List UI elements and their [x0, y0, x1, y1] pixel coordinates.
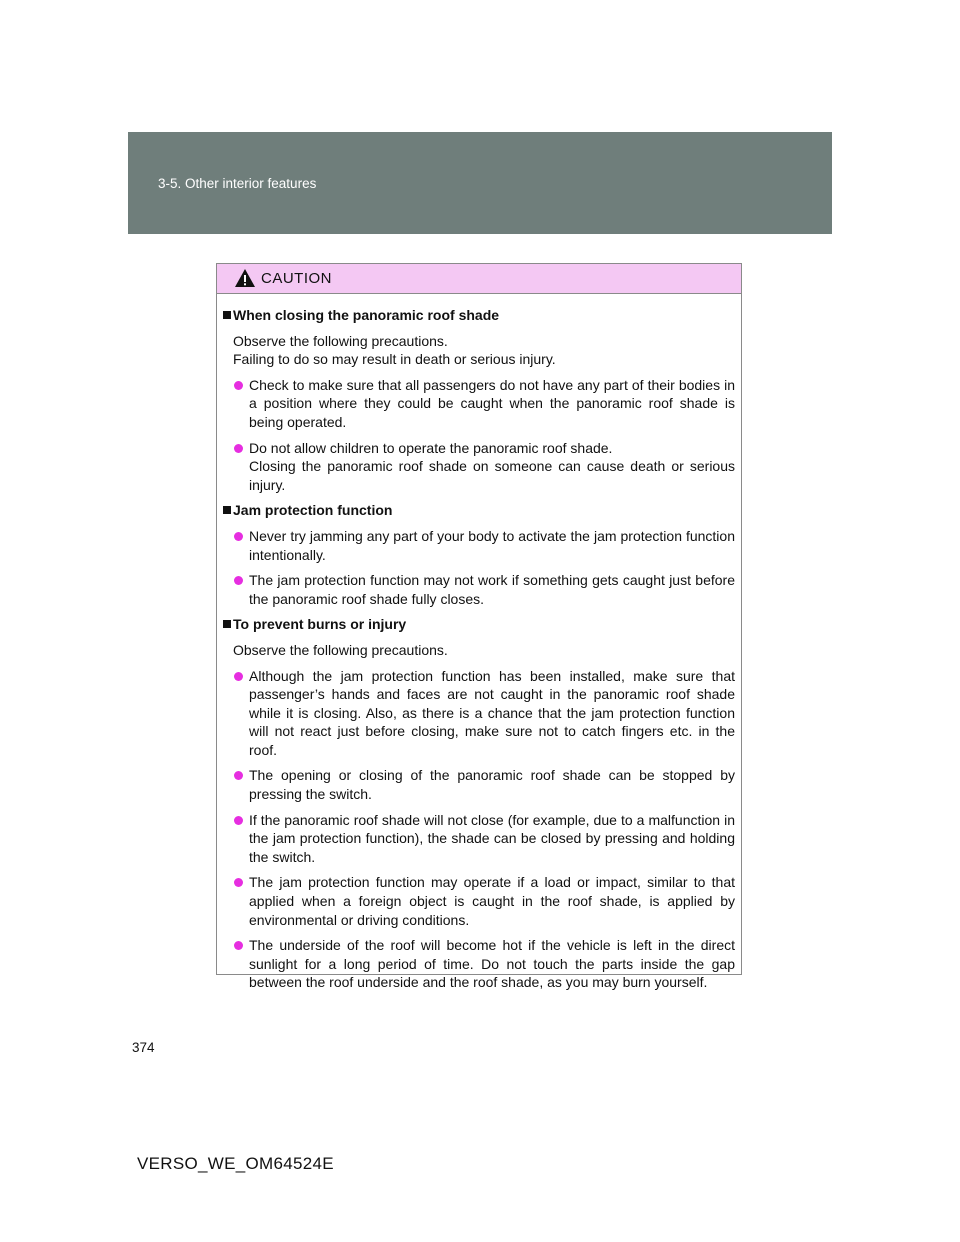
intro-line: Observe the following precautions. — [233, 332, 448, 349]
round-bullet-icon — [234, 381, 243, 390]
page-number: 374 — [132, 1040, 155, 1055]
bullet-text: The opening or closing of the panoramic roof shade can be stopped by pressing the switch. — [249, 767, 735, 803]
intro-line: Failing to do so may result in death or serious injury. — [233, 351, 556, 368]
caution-section-title — [223, 501, 735, 520]
bullet-text: The underside of the roof will become hot if the vehicle is left in the direct sunlight for a long period of time. Do not touch the parts inside the gap between the roof underside and the roof shade, as you may burn yourself. — [249, 937, 735, 991]
bullet-text: The jam protection function may not work if something gets caught just before the panoramic roof shade fully closes. — [249, 572, 735, 607]
intro-line: Observe the following precautions. — [233, 641, 448, 658]
round-bullet-icon — [234, 444, 243, 453]
header-band — [128, 132, 832, 234]
caution-bullet — [223, 527, 735, 564]
caution-bullet — [223, 667, 735, 760]
caution-section-title — [223, 615, 735, 634]
round-bullet-icon — [234, 941, 243, 950]
bullet-text: Do not allow children to operate the panoramic roof shade. Closing the panoramic roof shade on someone can cause death or serious injury. — [249, 439, 735, 493]
bullet-text: Check to make sure that all passengers do not have any part of their bodies in a position where they could be caught when the panoramic roof shade is being operated. — [249, 376, 735, 430]
bullet-text: Although the jam protection function has been installed, make sure that passenger’s hands and faces are not caught in the panoramic roof shade while it is closing. Also, as there is a chance that the jam protection function will not react just before closing, make sure not to catch fingers etc. in the roof. — [249, 667, 735, 758]
caution-bullet — [223, 873, 735, 929]
caution-bullet — [223, 936, 735, 992]
section-title-text: To prevent burns or injury — [233, 616, 407, 633]
caution-box — [216, 263, 742, 991]
caution-section-title — [223, 306, 735, 325]
round-bullet-icon — [234, 672, 243, 681]
section-intro — [223, 332, 735, 369]
round-bullet-icon — [234, 878, 243, 887]
bullet-text: If the panoramic roof shade will not close (for example, due to a malfunction in the jam protection function), the shade can be closed by pressing and holding the switch. — [249, 811, 735, 865]
caution-bullet — [223, 571, 735, 608]
section-title-text: Jam protection function — [233, 502, 393, 519]
section-title-text: When closing the panoramic roof shade — [233, 307, 500, 323]
caution-body — [217, 294, 741, 992]
section-title: 3-5. Other interior features — [158, 176, 317, 191]
caution-bullet — [223, 439, 735, 495]
round-bullet-icon — [234, 771, 243, 780]
square-bullet-icon — [223, 311, 231, 319]
square-bullet-icon — [223, 620, 231, 628]
square-bullet-icon — [223, 506, 231, 514]
warning-triangle-icon — [234, 268, 256, 288]
document-code: VERSO_WE_OM64524E — [137, 1154, 334, 1173]
caution-bullet — [223, 376, 735, 432]
bullet-text: Never try jamming any part of your body to activate the jam protection function intentionally. — [249, 527, 735, 563]
caution-label: CAUTION — [261, 270, 332, 287]
caution-bullet — [223, 811, 735, 867]
bullet-text: The jam protection function may operate if a load or impact, similar to that applied when a foreign object is caught in the roof shade, is applied by environmental or driving conditions. — [249, 874, 735, 928]
section-intro — [223, 641, 735, 660]
round-bullet-icon — [234, 576, 243, 585]
round-bullet-icon — [234, 532, 243, 541]
round-bullet-icon — [234, 816, 243, 825]
caution-bullet — [223, 766, 735, 803]
caution-header — [217, 264, 741, 294]
